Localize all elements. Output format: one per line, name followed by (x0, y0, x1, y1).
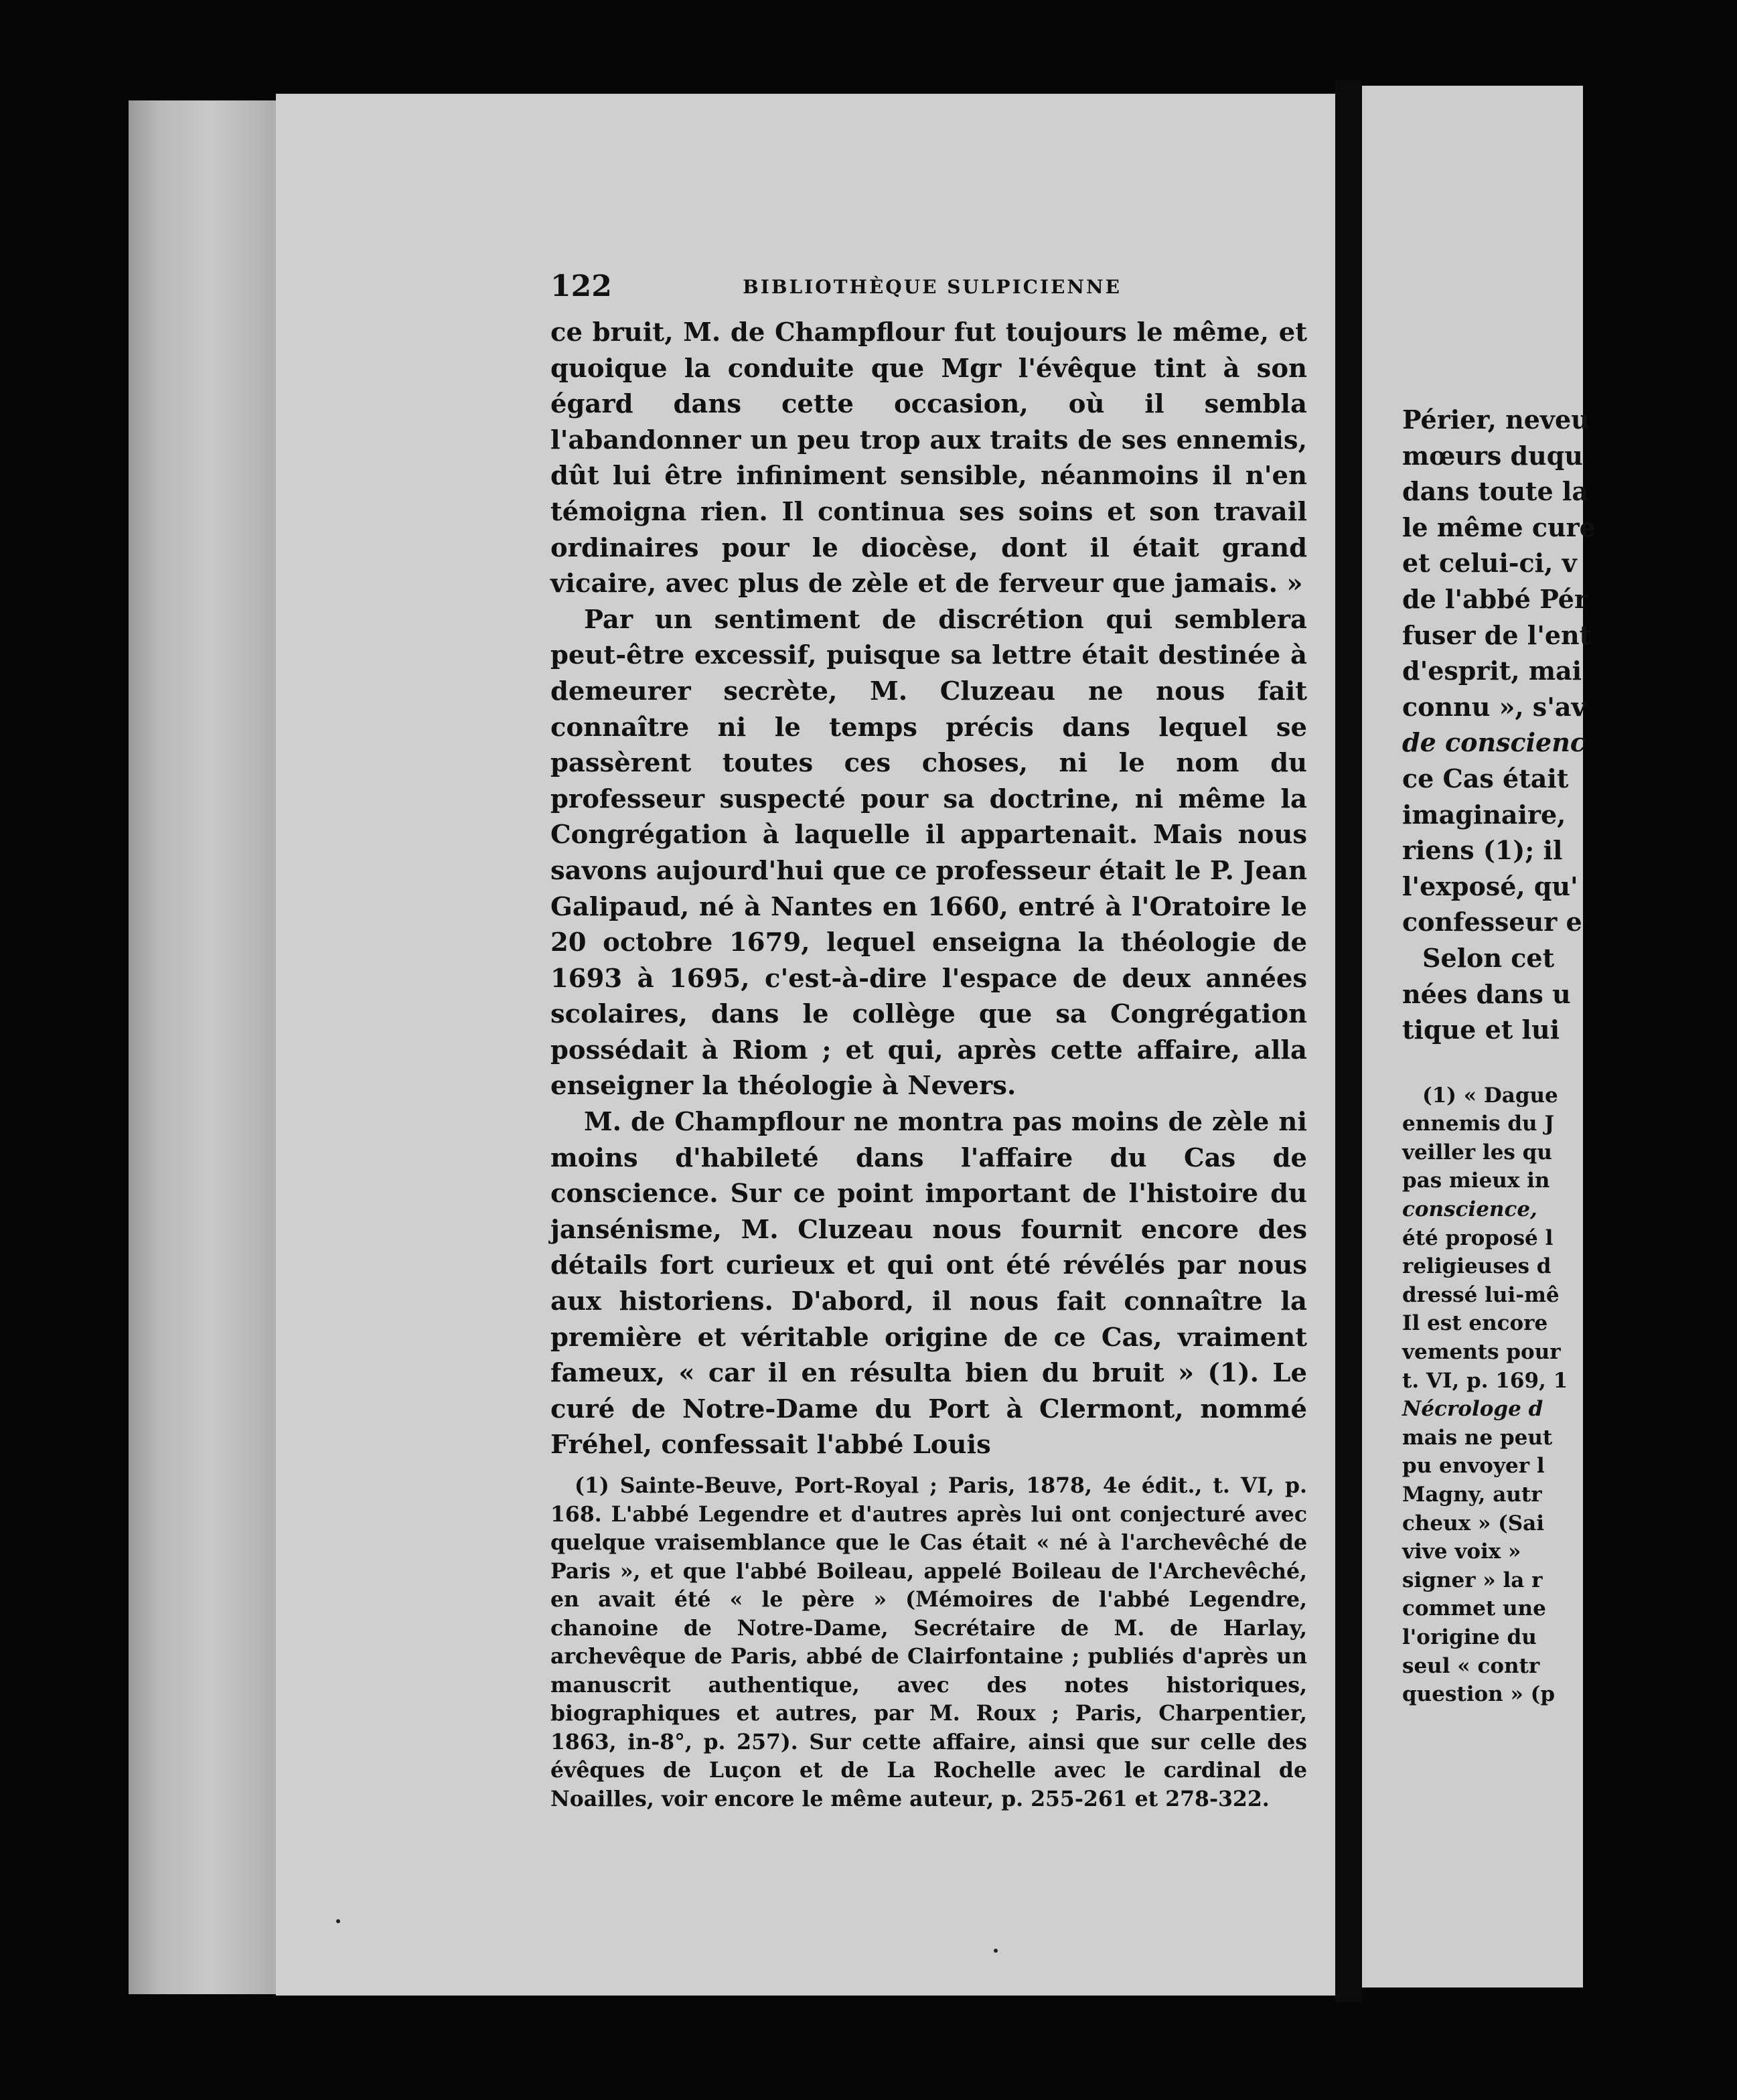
right-line: le même cure (1402, 512, 1596, 542)
right-footnote-line: t. VI, p. 169, 1 (1402, 1368, 1568, 1393)
right-line: connu », s'av (1402, 691, 1586, 722)
right-line: ce Cas était (1402, 763, 1569, 794)
body-text (550, 315, 1307, 1463)
right-line: nées dans u (1402, 978, 1571, 1009)
right-line: tique et lui (1402, 1015, 1560, 1045)
dust-speck (994, 1949, 998, 1953)
right-line: l'exposé, qu' (1402, 871, 1578, 901)
running-title: BIBLIOTHÈQUE SULPICIENNE (743, 276, 1122, 298)
right-footnote-line: seul « contr (1402, 1653, 1540, 1678)
right-footnote-line: l'origine du (1402, 1625, 1537, 1649)
right-footnote-line: (1) « Dague (1422, 1083, 1558, 1108)
book-gutter (1335, 80, 1362, 2002)
right-footnote-line: Nécrologe d (1402, 1397, 1543, 1422)
right-line: imaginaire, (1402, 799, 1566, 830)
right-footnote-line: ennemis du J (1402, 1112, 1555, 1136)
right-page (1362, 86, 1596, 1987)
right-line: fuser de l'ent (1402, 619, 1592, 650)
right-line: d'esprit, mai (1402, 656, 1582, 686)
right-footnote-line: cheux » (Sai (1402, 1511, 1545, 1535)
right-line: dans toute la (1402, 476, 1588, 507)
right-line: Selon cet (1422, 942, 1555, 973)
right-footnote-line: mais ne peut (1402, 1425, 1553, 1450)
page-number: 122 (550, 269, 612, 303)
right-footnote-line: veiller les qu (1402, 1140, 1552, 1165)
right-footnote-line: Il est encore (1402, 1311, 1548, 1336)
page-header (550, 269, 1314, 303)
right-footnote-line: signer » la r (1402, 1568, 1543, 1592)
right-line: de conscienc (1402, 727, 1586, 758)
right-line: riens (1); il (1402, 835, 1563, 866)
right-footnote-line: pas mieux in (1402, 1169, 1550, 1193)
paragraph-3: M. de Champflour ne montra pas moins de zèle ni moins d'habileté dans l'affaire du Cas de conscience. Sur ce point important de l'histoire du jansénisme, M. Cluzeau nous fournit encore des détails fort curieux et qui ont été révélés par nous aux historiens. D'abord, il nous fait connaître la première et véritable origine de ce Cas, vraiment fameux, « car il en résulta bien du bruit » (1). Le curé de Notre-Dame du Port à Clermont, nommé Fréhel, confessait l'abbé Louis (550, 1107, 1307, 1460)
right-page-text (1402, 402, 1737, 1709)
footnote-1: (1) Sainte-Beuve, Port-Royal ; Paris, 1878, 4e édit., t. VI, p. 168. L'abbé Legendre et d'autres après lui ont conjecturé avec quelque vraisemblance que le Cas était « né à l'archevêché de Paris », et que l'abbé Boileau, appelé Boileau de l'Archevêché, en avait été « le père » (Mémoires de l'abbé Legendre, chanoine de Notre-Dame, Secrétaire de M. de Harlay, archevêque de Paris, abbé de Clairfontaine ; publiés d'après un manuscrit authentique, avec des notes historiques, biographiques et autres, par M. Roux ; Paris, Charpentier, 1863, in-8°, p. 257). Sur cette affaire, ainsi que sur celle des évêques de Luçon et de La Rochelle avec le cardinal de Noailles, voir encore le même auteur, p. 255-261 et 278-322. (550, 1473, 1307, 1811)
right-line: confesseur e (1402, 907, 1582, 937)
dust-speck (336, 1919, 340, 1923)
paragraph-1: ce bruit, M. de Champflour fut toujours le même, et quoique la conduite que Mgr l'évêque tint à son égard dans cette occasion, où il sembla l'abandonner un peu trop aux traits de ses ennemis, dût lui être infiniment sensible, néanmoins il n'en témoigna rien. Il continua ses soins et son travail ordinaires pour le diocèse, dont il était grand vicaire, avec plus de zèle et de ferveur que jamais. » (550, 317, 1307, 599)
right-footnote-line: été proposé l (1402, 1225, 1554, 1250)
paragraph-2: Par un sentiment de discrétion qui semblera peut-être excessif, puisque sa lettre était destinée à demeurer secrète, M. Cluzeau ne nous fait connaître ni le temps précis dans lequel se passèrent toutes ces choses, ni le nom du professeur suspecté pour sa doctrine, ni même la Congrégation à laquelle il appartenait. Mais nous savons aujourd'hui que ce professeur était le P. Jean Galipaud, né à Nantes en 1660, entré à l'Oratoire le 20 octobre 1679, lequel enseigna la théologie de 1693 à 1695, c'est-à-dire l'espace de deux années scolaires, dans le collège que sa Congrégation possédait à Riom ; et qui, après cette affaire, alla enseigner la théologie à Nevers. (550, 604, 1307, 1102)
right-footnote-line: vive voix » (1402, 1540, 1521, 1564)
right-line: mœurs duqu (1402, 440, 1583, 471)
right-footnote-line: Magny, autr (1402, 1483, 1542, 1507)
right-footnote-line: vements pour (1402, 1340, 1561, 1365)
right-line: et celui-ci, v (1402, 548, 1577, 579)
right-footnote-line: dressé lui-mê (1402, 1282, 1560, 1307)
right-line: de l'abbé Pér (1402, 583, 1588, 614)
right-footnote-line: question » (p (1402, 1682, 1556, 1707)
book-page-edges (129, 100, 277, 1994)
footnote (550, 1472, 1307, 1813)
right-footnote-line: conscience, (1402, 1197, 1537, 1222)
right-footnote-line: commet une (1402, 1596, 1546, 1621)
right-footnote-line: religieuses d (1402, 1254, 1552, 1279)
right-footnote-line: pu envoyer l (1402, 1454, 1545, 1479)
right-line: Périer, neveu (1402, 404, 1590, 435)
